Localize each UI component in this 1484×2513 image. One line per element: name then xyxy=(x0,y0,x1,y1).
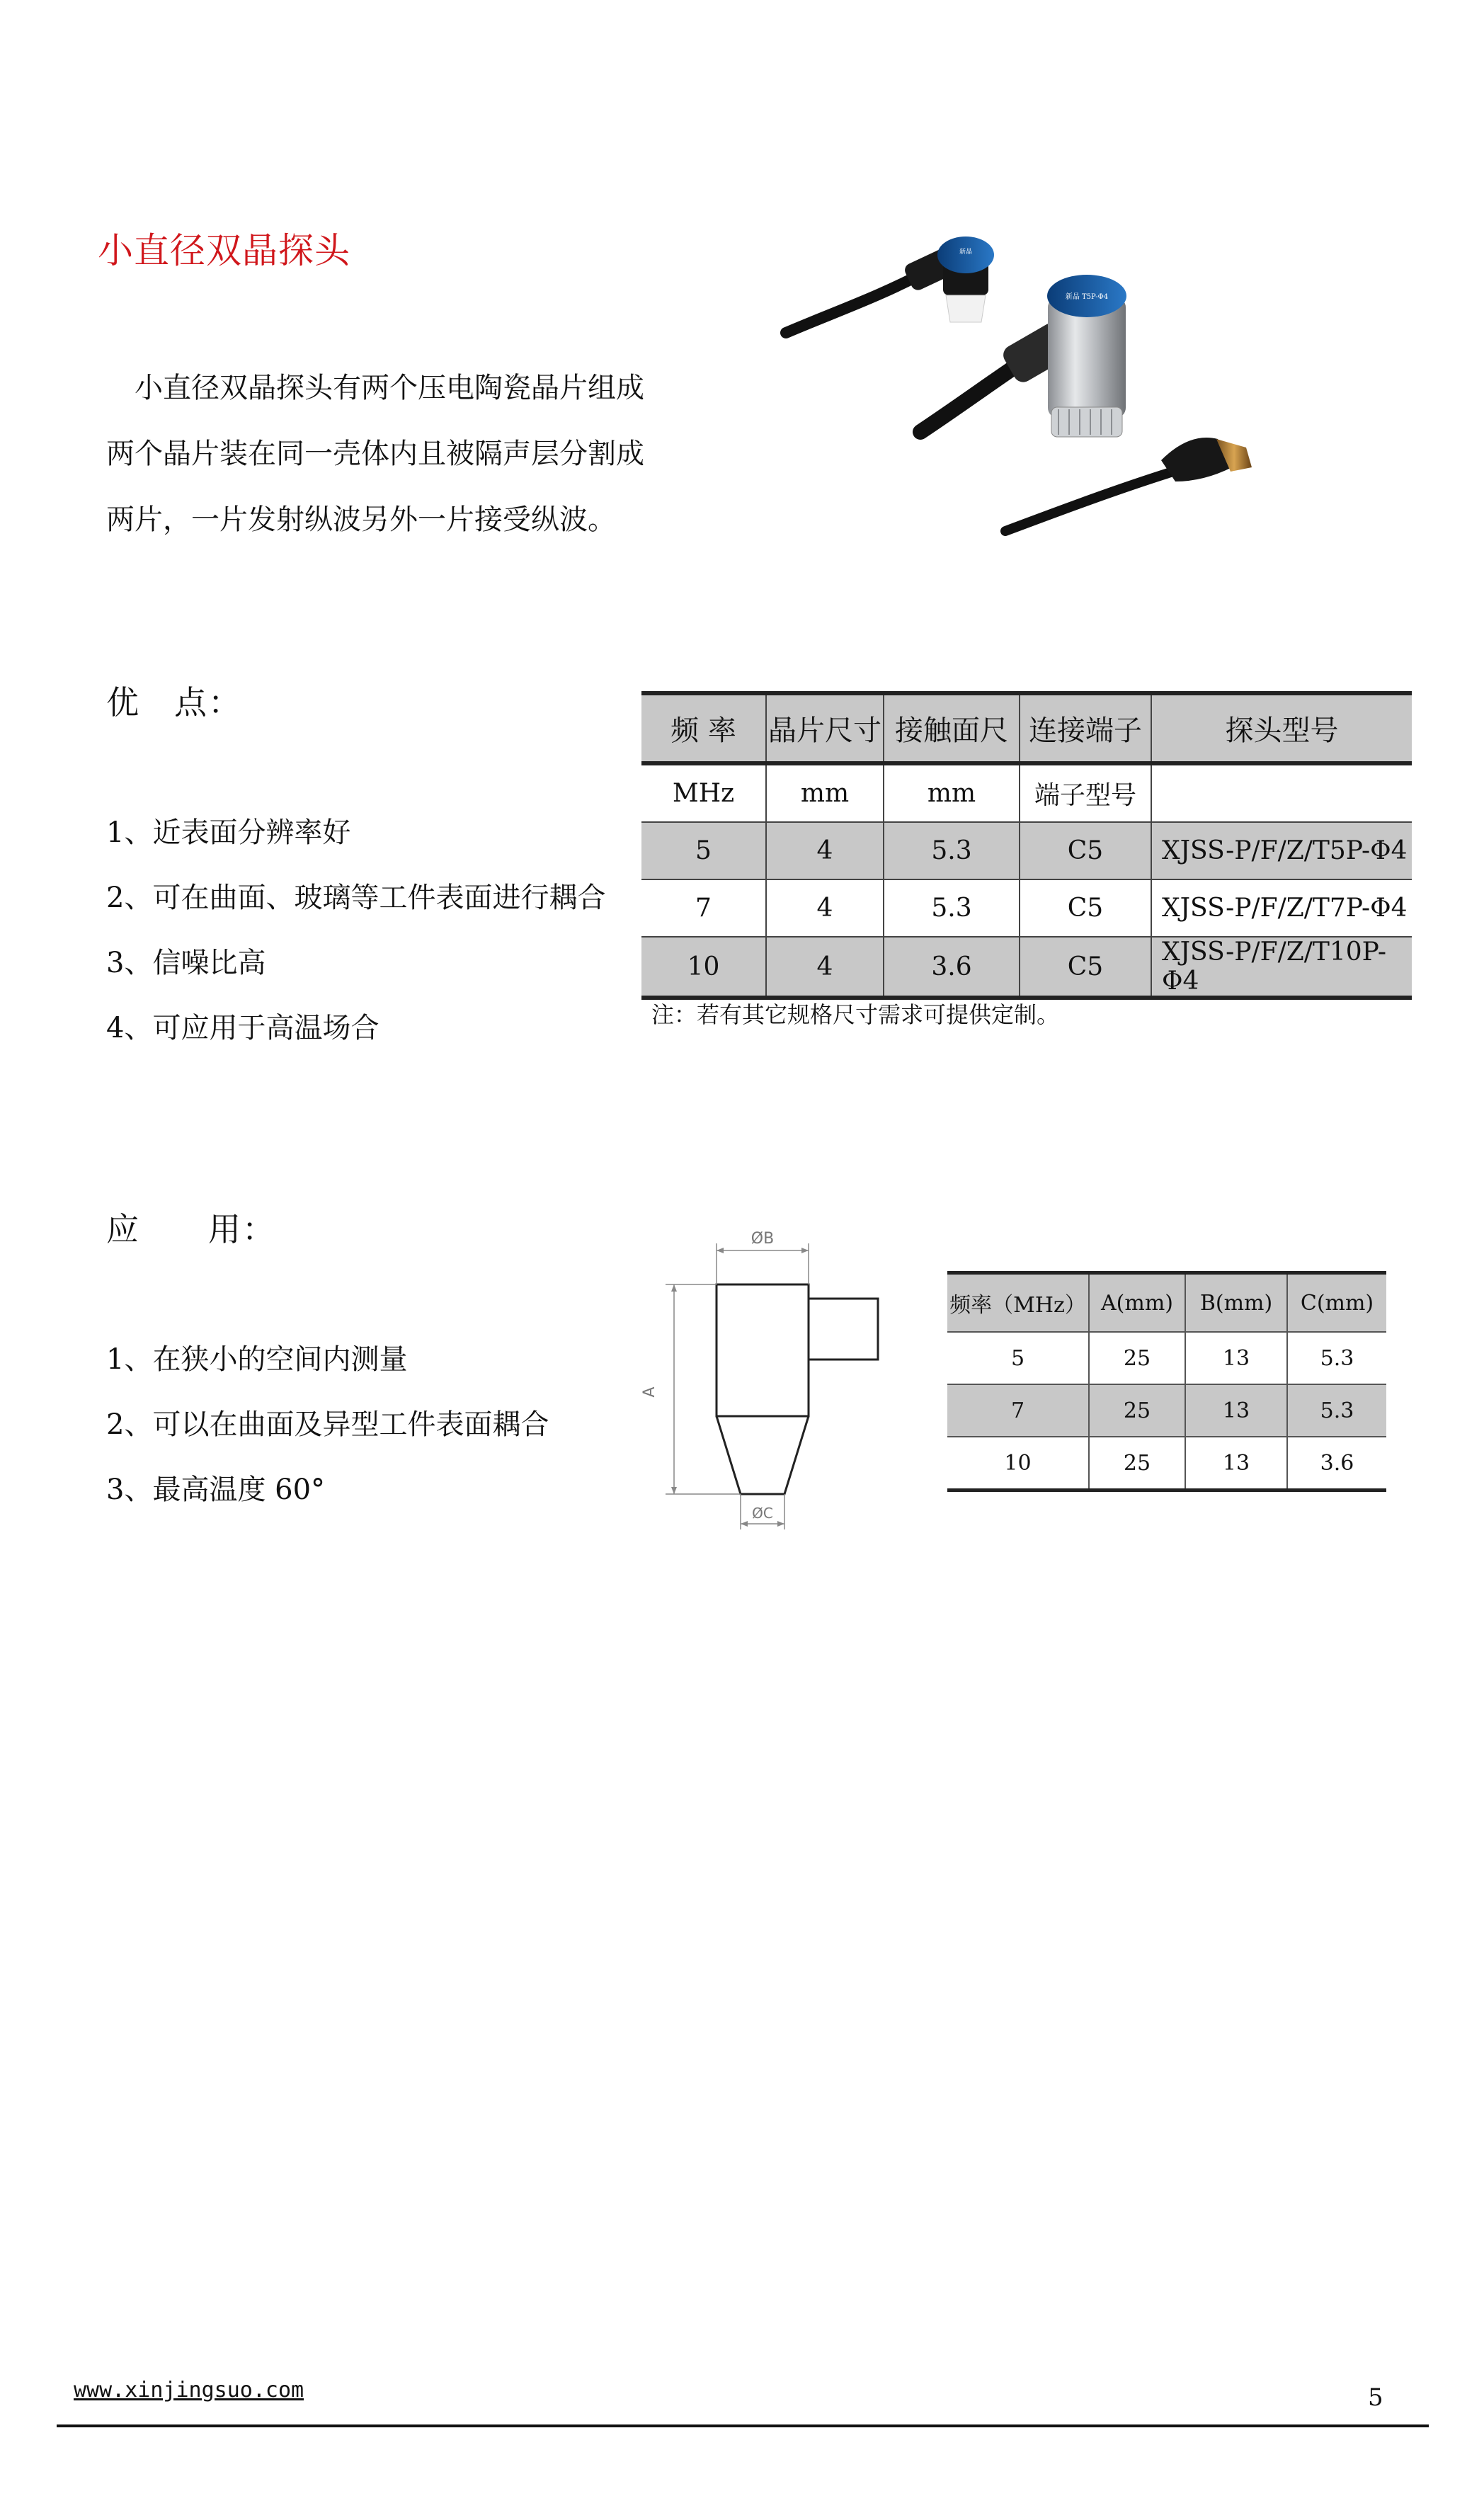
table-cell: 5.3 xyxy=(1287,1332,1386,1384)
advantages-heading: 优 点： xyxy=(106,683,242,722)
table-cell: 4 xyxy=(766,937,884,998)
probe-product-photo xyxy=(779,227,1274,545)
table-cell: 3.6 xyxy=(1287,1437,1386,1491)
table-cell: 5.3 xyxy=(884,879,1020,937)
header-cell: 频率（MHz） xyxy=(947,1273,1089,1333)
list-item: 3、信噪比高 xyxy=(106,947,266,979)
table-cell: 13 xyxy=(1185,1437,1287,1491)
list-item: 1、在狭小的空间内测量 xyxy=(106,1343,408,1376)
footer-website-link[interactable]: www.xinjingsuo.com xyxy=(74,2378,304,2403)
dimension-table xyxy=(947,1271,1386,1492)
advantages-list xyxy=(106,800,605,1061)
table-cell: 13 xyxy=(1185,1384,1287,1437)
large-probe-label: 新晶 T5P-Φ4 xyxy=(1065,293,1109,301)
table-row xyxy=(641,937,1412,998)
table-cell: 13 xyxy=(1185,1332,1287,1384)
angled-probe xyxy=(1005,438,1252,531)
intro-line: 两片，一片发射纵波另外一片接受纵波。 xyxy=(106,503,616,536)
table-cell: XJSS-P/F/Z/T5P-Φ4 xyxy=(1151,822,1412,879)
header-cell: A(mm) xyxy=(1089,1273,1185,1333)
table-cell: 10 xyxy=(641,937,766,998)
dimension-label-b: ØB xyxy=(750,1230,775,1248)
table-cell: 7 xyxy=(641,879,766,937)
table-cell: 4 xyxy=(766,879,884,937)
table-row xyxy=(947,1437,1386,1491)
table-row xyxy=(641,879,1412,937)
intro-line: 小直径双晶探头有两个压电陶瓷晶片组成 xyxy=(135,372,644,404)
table-header-row xyxy=(641,693,1412,763)
header-cell: B(mm) xyxy=(1185,1273,1287,1333)
list-item: 2、可以在曲面及异型工件表面耦合 xyxy=(106,1408,549,1441)
probe-dimension-diagram xyxy=(637,1218,892,1544)
header-cell: 探头型号 xyxy=(1151,693,1412,763)
unit-cell: 端子型号 xyxy=(1020,763,1151,822)
table-cell: XJSS-P/F/Z/T10P-Φ4 xyxy=(1151,937,1412,998)
table-cell: 25 xyxy=(1089,1437,1185,1491)
table-cell: 7 xyxy=(947,1384,1089,1437)
units-row xyxy=(641,763,1412,822)
small-probe xyxy=(786,237,994,333)
table-cell: 5 xyxy=(641,822,766,879)
list-item: 1、近表面分辨率好 xyxy=(106,816,351,849)
list-item: 4、可应用于高温场合 xyxy=(106,1012,379,1044)
unit-cell: mm xyxy=(766,763,884,822)
unit-cell xyxy=(1151,763,1412,822)
table-cell: C5 xyxy=(1020,937,1151,998)
custom-note: 注：若有其它规格尺寸需求可提供定制。 xyxy=(651,1001,1060,1028)
intro-paragraph xyxy=(106,355,644,553)
page-title: 小直径双晶探头 xyxy=(98,230,350,271)
footer-divider xyxy=(57,2424,1429,2427)
header-cell: 频 率 xyxy=(641,693,766,763)
dimension-label-a: A xyxy=(641,1386,658,1398)
list-item: 2、可在曲面、玻璃等工件表面进行耦合 xyxy=(106,882,606,914)
small-probe-label: 新晶 xyxy=(959,249,973,256)
header-cell: C(mm) xyxy=(1287,1273,1386,1333)
applications-heading: 应 用： xyxy=(106,1210,276,1248)
header-cell: 晶片尺寸 xyxy=(766,693,884,763)
table-cell: 5 xyxy=(947,1332,1089,1384)
header-cell: 接触面尺 xyxy=(884,693,1020,763)
header-cell: 连接端子 xyxy=(1020,693,1151,763)
unit-cell: MHz xyxy=(641,763,766,822)
table-row xyxy=(641,822,1412,879)
intro-line: 两个晶片装在同一壳体内且被隔声层分割成 xyxy=(106,438,644,470)
table-cell: 3.6 xyxy=(884,937,1020,998)
table-cell: 4 xyxy=(766,822,884,879)
table-cell: 25 xyxy=(1089,1332,1185,1384)
table-header-row xyxy=(947,1273,1386,1333)
table-cell: 5.3 xyxy=(1287,1384,1386,1437)
applications-list xyxy=(106,1327,549,1522)
list-item: 3、最高温度 60° xyxy=(106,1474,326,1506)
table-cell: 5.3 xyxy=(884,822,1020,879)
table-row xyxy=(947,1332,1386,1384)
table-cell: 25 xyxy=(1089,1384,1185,1437)
spec-table xyxy=(641,691,1412,1000)
dimension-label-c: ØC xyxy=(752,1505,773,1522)
page-number: 5 xyxy=(1368,2383,1383,2412)
table-row xyxy=(947,1384,1386,1437)
table-cell: C5 xyxy=(1020,822,1151,879)
table-cell: 10 xyxy=(947,1437,1089,1491)
unit-cell: mm xyxy=(884,763,1020,822)
table-cell: XJSS-P/F/Z/T7P-Φ4 xyxy=(1151,879,1412,937)
table-cell: C5 xyxy=(1020,879,1151,937)
